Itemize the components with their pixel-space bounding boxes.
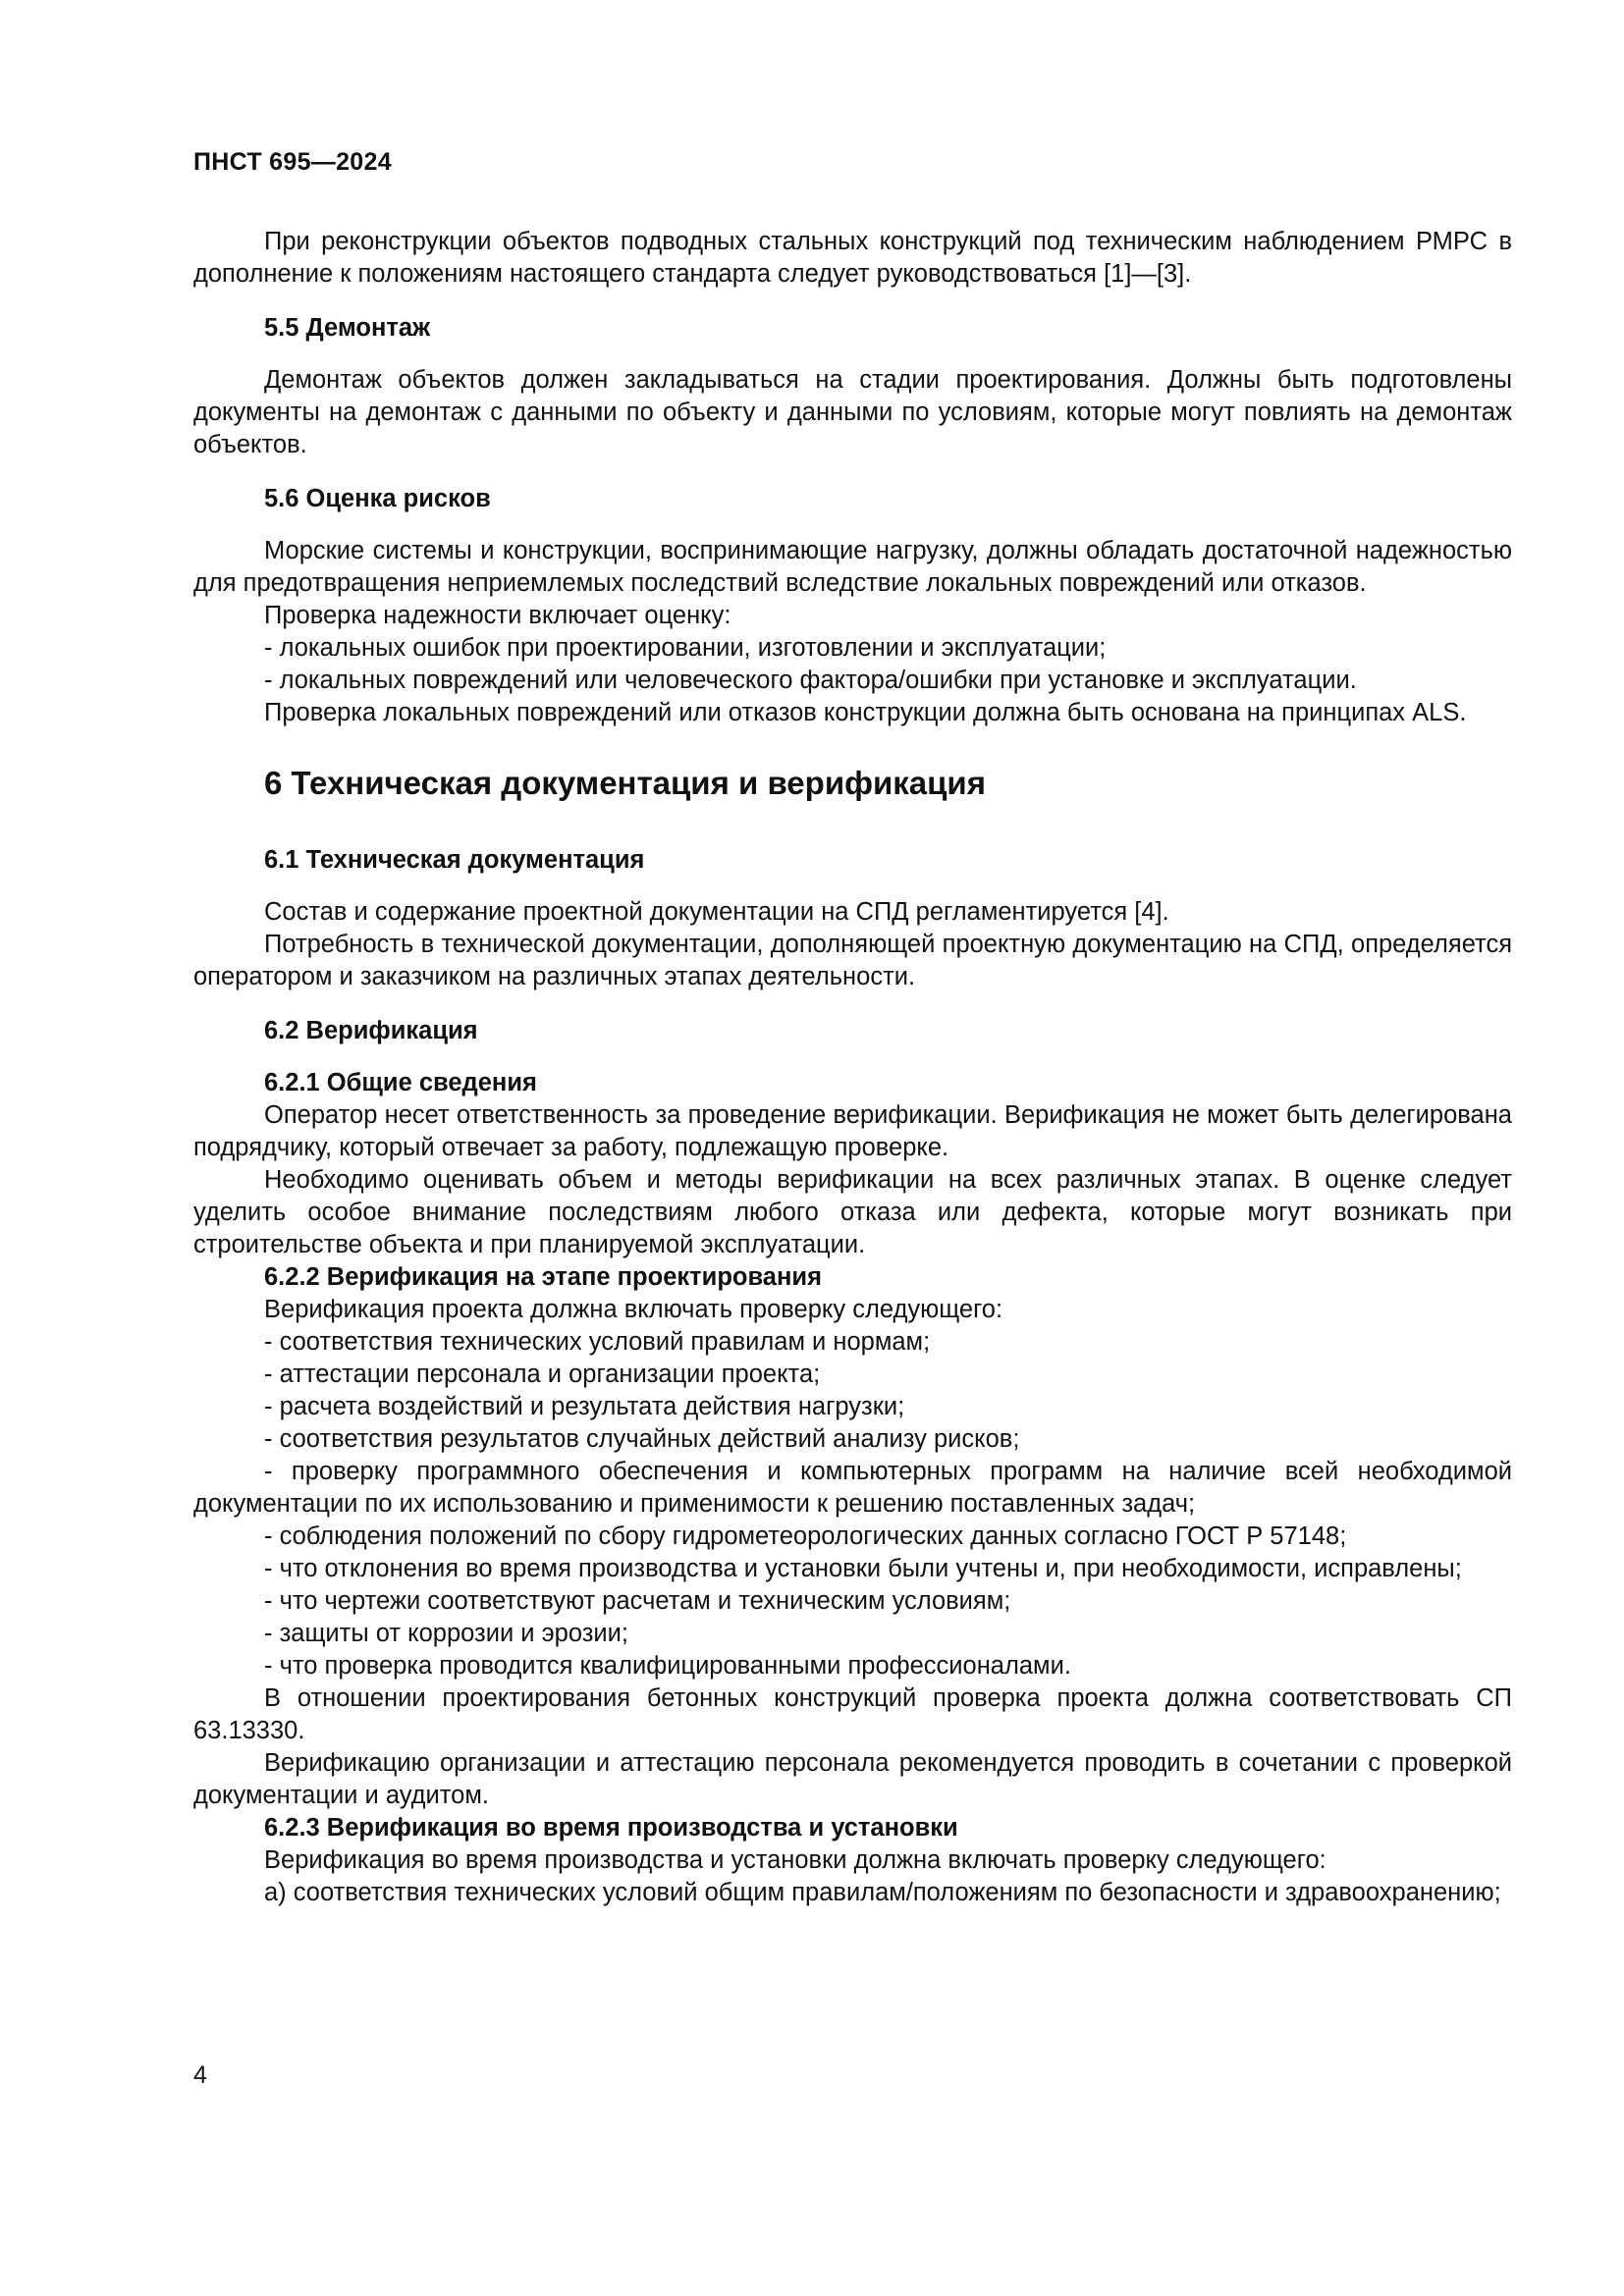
document-header: ПНСТ 695—2024 [193, 148, 392, 176]
section-6-2-2-lead: Верификация проекта должна включать проверку следующего: [264, 1296, 1003, 1323]
list-item: - соответствия результатов случайных действий анализу рисков; [264, 1425, 1020, 1453]
list-item: - соблюдения положений по сбору гидрометеорологических данных согласно ГОСТ Р 57148; [264, 1522, 1347, 1550]
section-6-2-2-paragraph: В отношении проектирования бетонных конструкций проверка проекта должна соответствовать СП 63.13330. [193, 1684, 1512, 1744]
section-6-title: 6 Техническая документация и верификация [264, 765, 986, 801]
section-5-5-text: Демонтаж объектов должен закладываться на стадии проектирования. Должны быть подготовлены документы на демонтаж с данными по объекту и данными по условиям, которые могут повлиять на демонтаж объектов. [193, 366, 1512, 458]
list-item: - проверку программного обеспечения и компьютерных программ на наличие всей необходимой документации по их использованию и применимости к решению поставленных задач; [193, 1458, 1512, 1518]
intro-paragraph: При реконструкции объектов подводных стальных конструкций под техническим наблюдением РМРС в дополнение к положениям настоящего стандарта следует руководствоваться [1]—[3]. [193, 228, 1512, 288]
section-6-2-3-lead: Верификация во время производства и установки должна включать проверку следующего: [264, 1846, 1326, 1874]
section-6-1-title: 6.1 Техническая документация [264, 846, 645, 874]
section-6-2-1-title: 6.2.1 Общие сведения [264, 1069, 537, 1096]
page-number: 4 [193, 2061, 207, 2089]
list-item: - локальных повреждений или человеческого фактора/ошибки при установке и эксплуатации. [264, 667, 1357, 694]
list-item: - что чертежи соответствуют расчетам и техническим условиям; [264, 1587, 1011, 1615]
section-6-1-paragraph: Потребность в технической документации, дополняющей проектную документацию на СПД, определяется оператором и заказчиком на различных этапах деятельности. [193, 931, 1512, 990]
section-5-5-title: 5.5 Демонтаж [264, 314, 431, 342]
section-6-2-1-paragraph: Необходимо оценивать объем и методы верификации на всех различных этапах. В оценке следует уделить особое внимание последствиям любого отказа или дефекта, которые могут возникать при строительстве объекта и при планируемой эксплуатации. [193, 1166, 1512, 1258]
list-item: а) соответствия технических условий общим правилам/положениям по безопасности и здравоохранению; [264, 1879, 1501, 1906]
document-body [193, 226, 1512, 1909]
section-6-2-title: 6.2 Верификация [264, 1017, 478, 1044]
section-5-6-paragraph: Проверка надежности включает оценку: [264, 602, 731, 629]
list-item: - соответствия технических условий правилам и нормам; [264, 1328, 931, 1356]
section-5-6-paragraph: Проверка локальных повреждений или отказов конструкции должна быть основана на принципах ALS. [264, 699, 1467, 726]
list-item: - локальных ошибок при проектировании, изготовлении и эксплуатации; [264, 634, 1107, 662]
list-item: - что отклонения во время производства и установки были учтены и, при необходимости, исправлены; [264, 1555, 1462, 1582]
section-5-6-title: 5.6 Оценка рисков [264, 485, 491, 512]
section-6-2-3-title: 6.2.3 Верификация во время производства и установки [264, 1814, 958, 1842]
section-6-2-2-title: 6.2.2 Верификация на этапе проектирования [264, 1263, 822, 1291]
list-item: - что проверка проводится квалифицированными профессионалами. [264, 1652, 1071, 1680]
list-item: - защиты от коррозии и эрозии; [264, 1620, 628, 1647]
section-6-2-1-paragraph: Оператор несет ответственность за проведение верификации. Верификация не может быть делегирована подрядчику, который отвечает за работу, подлежащую проверке. [193, 1101, 1512, 1161]
section-6-2-2-paragraph: Верификацию организации и аттестацию персонала рекомендуется проводить в сочетании с проверкой документации и аудитом. [193, 1749, 1512, 1809]
section-5-6-paragraph: Морские системы и конструкции, воспринимающие нагрузку, должны обладать достаточной надежностью для предотвращения неприемлемых последствий вследствие локальных повреждений или отказов. [193, 537, 1512, 597]
list-item: - расчета воздействий и результата действия нагрузки; [264, 1393, 905, 1420]
list-item: - аттестации персонала и организации проекта; [264, 1361, 821, 1388]
section-6-1-paragraph: Состав и содержание проектной документации на СПД регламентируется [4]. [264, 898, 1169, 926]
